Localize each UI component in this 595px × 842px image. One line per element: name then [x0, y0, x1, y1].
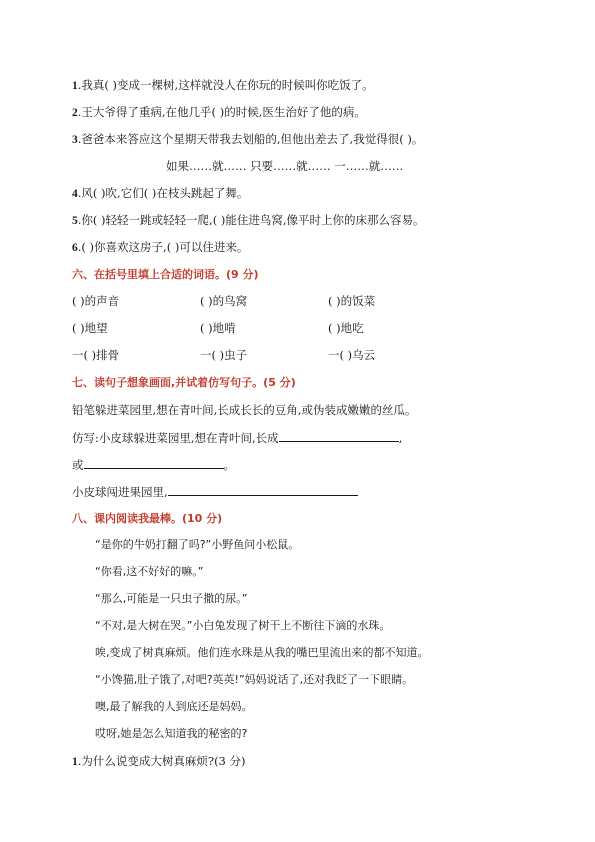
answer-blank[interactable] [168, 483, 358, 496]
fill-cell: ( )的声音 [72, 294, 120, 308]
reading-paragraph: “那么,可能是一只虫子撒的尿。” [95, 592, 248, 605]
fill-cell: 一( )乌云 [328, 348, 376, 362]
item-1: 1.我真( )变成一棵树,这样就没人在你玩的时候叫你吃饭了。 [72, 78, 374, 92]
item-2: 2.王大爷得了重病,在他几乎( )的时候,医生治好了他的病。 [72, 105, 366, 119]
fill-cell: ( )地望 [72, 321, 108, 335]
fill-cell: ( )的饭菜 [328, 294, 376, 308]
imitate-line-3: 小皮球闯进果园里, [72, 483, 358, 500]
item-3: 3.爸爸本来答应这个星期天带我去划船的,但他出差去了,我觉得很( )。 [72, 132, 424, 146]
fill-cell: ( )地啃 [200, 321, 236, 335]
answer-blank[interactable] [84, 456, 224, 469]
fill-cell: ( )地吃 [328, 321, 364, 335]
question-1: 1.为什么说变成大树真麻烦?(3 分) [72, 754, 246, 768]
item-6: 6.( )你喜欢这房子,( )可以住进来。 [72, 240, 249, 254]
section-8-title: 八、课内阅读我最棒。(10 分) [72, 512, 223, 525]
imitate-line-2: 或 。 [72, 458, 235, 472]
reading-paragraph: 哎呀,她是怎么知道我的秘密的? [95, 727, 248, 740]
reading-paragraph: “你看,这不好好的嘛。” [95, 565, 204, 578]
reading-paragraph: “小馋猫,肚子饿了,对吧?英英!”妈妈说话了,还对我眨了一下眼睛。 [95, 673, 414, 686]
example-sentence: 铅笔躲进菜园里,想在青叶间,长成长长的豆角,或伪装成嫩嫩的丝瓜。 [72, 403, 417, 417]
fill-cell: 一( )虫子 [200, 348, 248, 362]
fill-cell: 一( )排骨 [72, 348, 120, 362]
reading-paragraph: “不对,是大树在哭。”小白兔发现了树干上不断往下滴的水珠。 [95, 619, 391, 632]
item-4: 4.风( )吹,它们( )在枝头跳起了舞。 [72, 186, 249, 200]
reading-paragraph: 唉,变成了树真麻烦。他们连水珠是从我的嘴巴里流出来的都不知道。 [95, 646, 429, 659]
section-7-title: 七、读句子想象画面,并试着仿写句子。(5 分) [72, 376, 296, 389]
answer-blank[interactable] [279, 429, 399, 442]
fill-cell: ( )的鸟窝 [200, 294, 248, 308]
imitate-line-1: 仿写:小皮球躲进菜园里,想在青叶间,长成 , [72, 431, 403, 445]
section-6-title: 六、在括号里填上合适的词语。(9 分) [72, 268, 259, 281]
item-5: 5.你( )轻轻一跳或轻轻一爬,( )能住进鸟窝,像平时上你的床那么容易。 [72, 213, 425, 227]
word-options: 如果……就…… 只要……就…… 一……就…… [166, 159, 404, 173]
reading-paragraph: “是你的牛奶打翻了吗?”小野鱼问小松鼠。 [95, 538, 300, 551]
reading-paragraph: 噢,最了解我的人到底还是妈妈。 [95, 700, 253, 713]
